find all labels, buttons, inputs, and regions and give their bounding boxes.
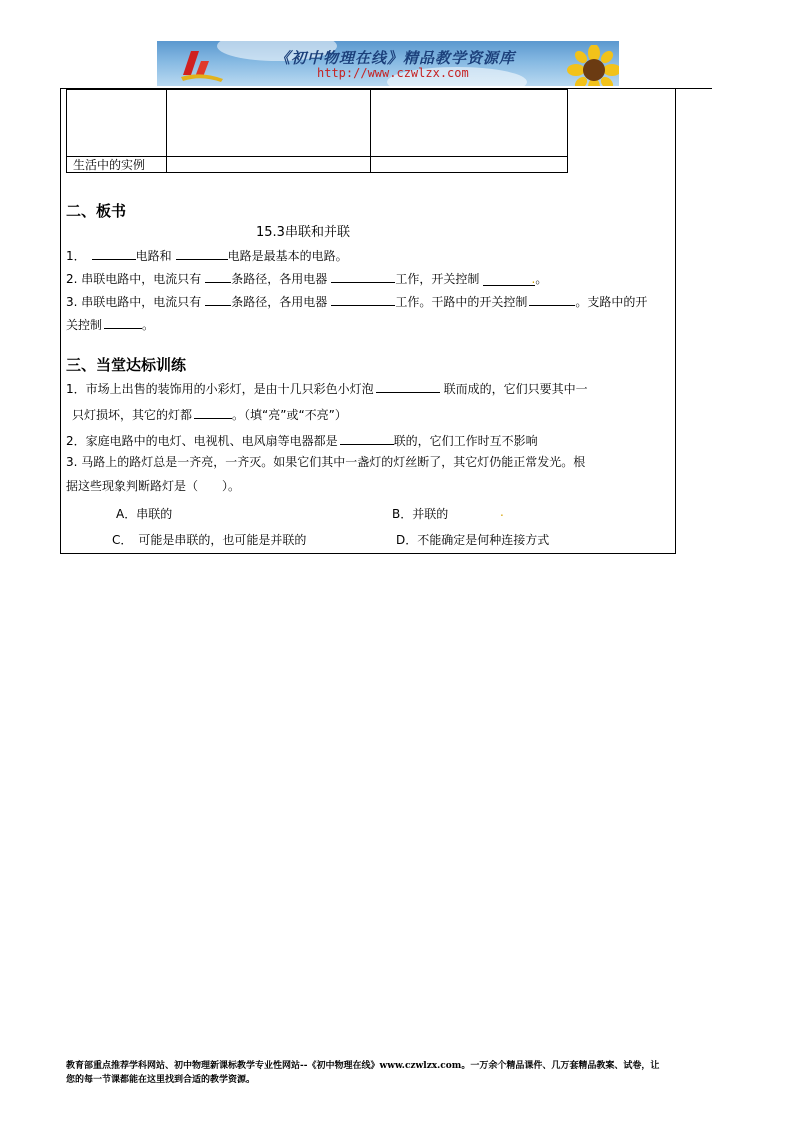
line-text: 。支路中的开 — [575, 295, 648, 309]
comparison-table — [66, 89, 568, 173]
board-subtitle: 15.3串联和并联 — [256, 225, 350, 240]
question-3-cont: 据这些现象判断路灯是（ ）。 — [66, 479, 241, 493]
board-line-1 — [66, 246, 348, 264]
question-number: 3. — [66, 455, 78, 469]
section-heading-practice: 三、当堂达标训练 — [66, 356, 187, 374]
fill-blank[interactable] — [331, 292, 395, 306]
table-cell — [66, 89, 167, 157]
board-line-3 — [66, 292, 647, 310]
question-text: 。（填“亮”或“不亮”） — [232, 408, 347, 422]
question-1-cont — [72, 405, 347, 423]
question-number: 2． — [66, 434, 86, 448]
question-text: 家庭电路中的电灯、电视机、电风扇等电器都是 — [85, 434, 338, 448]
fill-blank[interactable] — [529, 292, 575, 306]
fill-blank[interactable] — [205, 292, 231, 306]
table-cell — [166, 156, 371, 173]
question-text: 联的，它们工作时互不影响 — [393, 434, 538, 448]
table-cell — [166, 89, 371, 157]
fill-blank[interactable] — [104, 315, 142, 329]
line-text: 条路径，各用电器 — [231, 295, 328, 309]
line-text: 关控制 — [66, 318, 103, 332]
line-text: 串联电路中，电流只有 — [81, 295, 202, 309]
fill-blank[interactable] — [194, 405, 232, 419]
option-c[interactable]: C． 可能是串联的，也可能是并联的 — [112, 533, 307, 547]
fill-blank[interactable] — [376, 379, 440, 393]
fill-blank[interactable] — [205, 269, 231, 283]
table-row-label: 生活中的实例 — [66, 156, 167, 173]
header-banner — [157, 41, 619, 86]
line-number: 2. — [66, 272, 78, 286]
question-number: 1． — [66, 382, 86, 396]
question-text: 只灯损坏，其它的灯都 — [72, 408, 193, 422]
question-2 — [66, 431, 538, 449]
line-text: 。 — [142, 318, 155, 332]
fill-blank[interactable] — [92, 246, 136, 260]
table-cell — [370, 156, 568, 173]
line-text: 。 — [535, 272, 548, 286]
line-number: 1． — [66, 249, 86, 263]
question-text: 马路上的路灯总是一齐亮，一齐灭。如果它们其中一盏灯的灯丝断了，其它灯仍能正常发光。根 — [81, 455, 586, 469]
fill-blank[interactable] — [340, 431, 394, 445]
option-a[interactable]: A．串联的 — [116, 507, 173, 521]
question-3 — [66, 453, 585, 470]
question-text: 联而成的，它们只要其中一 — [443, 382, 588, 396]
line-text: 串联电路中，电流只有 — [81, 272, 202, 286]
question-text: 市场上出售的装饰用的小彩灯，是由十几只彩色小灯泡 — [85, 382, 374, 396]
option-b[interactable]: B．并联的 — [392, 507, 449, 521]
line-text: 电路和 — [135, 249, 172, 263]
page-footer — [66, 1059, 716, 1087]
fill-blank[interactable] — [483, 272, 535, 286]
footer-line: 教育部重点推荐学科网站、初中物理新课标教学专业性网站--《初中物理在线》www.czwlzx.com。一万余个精品课件、几万套精品教案、试卷，让 — [66, 1061, 660, 1071]
line-number: 3. — [66, 295, 78, 309]
board-line-3-cont — [66, 315, 154, 333]
section-heading-board: 二、板书 — [66, 202, 127, 220]
line-text: 工作。干路中的开关控制 — [395, 295, 528, 309]
table-cell — [370, 89, 568, 157]
board-line-2 — [66, 269, 547, 287]
question-1 — [66, 379, 588, 397]
banner-url[interactable]: http://www.czwlzx.com — [317, 66, 469, 80]
option-d[interactable]: D．不能确定是何种连接方式 — [396, 533, 550, 547]
line-text: 工作，开关控制 — [395, 272, 480, 286]
banner-title: 《初中物理在线》精品教学资源库 — [275, 49, 516, 67]
site-logo-icon — [177, 47, 227, 83]
line-text: 电路是最基本的电路。 — [227, 249, 348, 263]
stray-dot: . — [500, 505, 504, 519]
fill-blank[interactable] — [331, 269, 395, 283]
footer-line: 您的每一节课都能在这里找到合适的教学资源。 — [66, 1075, 256, 1085]
fill-blank[interactable] — [176, 246, 228, 260]
line-text: 条路径，各用电器 — [231, 272, 328, 286]
stray-dot: . — [531, 272, 536, 286]
sunflower-icon — [561, 45, 619, 86]
